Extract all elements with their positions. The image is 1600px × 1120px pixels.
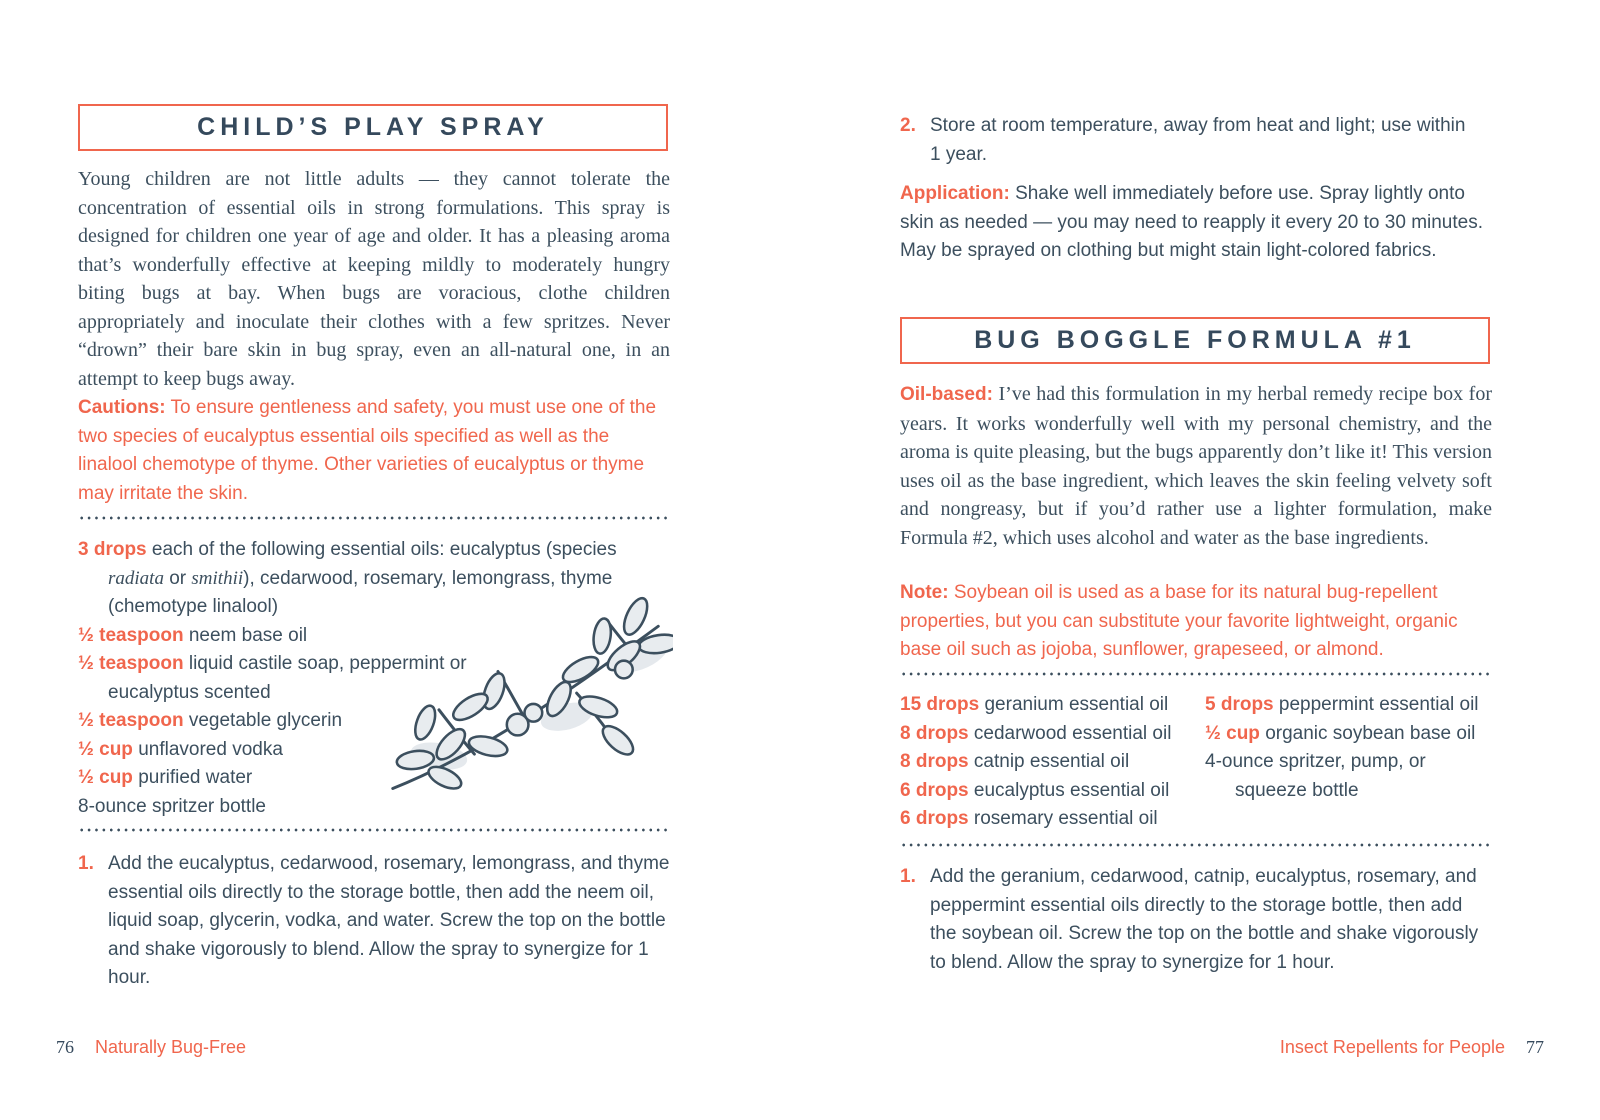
left-footer bbox=[56, 1036, 246, 1058]
species-italic: radiata bbox=[108, 567, 164, 589]
ingredient-list-col1 bbox=[900, 691, 1200, 834]
ingredient-text: 8-ounce spritzer bottle bbox=[78, 795, 266, 817]
page-number: 76 bbox=[56, 1037, 74, 1057]
recipe-title: BUG BOGGLE FORMULA #1 bbox=[974, 326, 1416, 354]
ingredient-text: catnip essential oil bbox=[973, 751, 1130, 772]
step-number: 1. bbox=[900, 866, 916, 887]
note-label: Note: bbox=[900, 582, 949, 603]
page-number: 77 bbox=[1526, 1037, 1544, 1057]
ingredient-text: peppermint essential oil bbox=[1278, 694, 1479, 715]
species-italic: smithii bbox=[191, 567, 244, 589]
running-head: Naturally Bug-Free bbox=[95, 1037, 247, 1057]
ingredient-text: eucalyptus essential oil bbox=[973, 779, 1170, 801]
intro-paragraph: Young children are not little adults — they cannot tolerate the concentration of essential oils in strong formulations. This spray is designed for children one year of age and older. It has a pleasing aroma that’s wonderfully effective at keeping mildly to moderately hungry biting bugs at bay. When bugs are voracious, clothe children appropriately and inoculate their clothes with a few spritzes. Never “drown” their bare skin in bug spray, even an all-natural one, in an attempt to keep bugs away. bbox=[78, 168, 670, 390]
dotted-divider bbox=[78, 828, 668, 832]
cautions-paragraph bbox=[78, 394, 672, 508]
ingredient-item bbox=[900, 720, 1200, 749]
oil-based-paragraph bbox=[900, 380, 1492, 552]
ingredient-text: 4-ounce spritzer, pump, or squeeze bottle bbox=[1205, 751, 1426, 801]
step-text: Add the eucalyptus, cedarwood, rosemary, lemongrass, and thyme essential oils directly to the storage bottle, then add the neem oil, liquid soap, glycerin, vodka, and water. Screw the top on the bottle and shake vigorously to blend. Allow the spray to synergize for 1 hour. bbox=[108, 853, 670, 988]
ingredient-quantity: 15 drops bbox=[900, 694, 980, 715]
ingredient-text: organic soybean base oil bbox=[1265, 722, 1476, 744]
note-paragraph bbox=[900, 579, 1494, 665]
step-number: 2. bbox=[900, 115, 916, 136]
ingredient-quantity: ½ teaspoon bbox=[78, 624, 184, 646]
step-text: Add the geranium, cedarwood, catnip, eucalyptus, rosemary, and peppermint essential oils directly to the storage bottle, then add the soybean oil. Screw the top on the bottle and shake vigorously to blend. Allow the spray to synergize for 1 hour. bbox=[930, 866, 1479, 973]
recipe-title-box bbox=[900, 317, 1490, 364]
ingredient-quantity: 6 drops bbox=[900, 779, 969, 801]
ingredient-text: rosemary essential oil bbox=[973, 808, 1158, 829]
application-paragraph bbox=[900, 180, 1494, 266]
ingredient-item bbox=[1205, 691, 1492, 720]
step-item bbox=[900, 112, 1492, 169]
thyme-sprig-illustration bbox=[378, 596, 673, 804]
ingredient-item bbox=[900, 777, 1200, 806]
cautions-label: Cautions: bbox=[78, 397, 166, 418]
ingredient-text: or bbox=[163, 567, 192, 589]
ingredient-text: purified water bbox=[138, 767, 253, 788]
note-text: Soybean oil is used as a base for its natural bug-repellent properties, but you can substitute your favorite lightweight, organic base oil such as jojoba, sunflower, grapeseed, or almond. bbox=[900, 582, 1458, 660]
step-item bbox=[78, 850, 670, 993]
recipe-title: CHILD’S PLAY SPRAY bbox=[197, 113, 549, 141]
oil-based-label: Oil-based: bbox=[900, 384, 993, 405]
ingredient-text: vegetable glycerin bbox=[188, 710, 343, 731]
ingredient-list-col2 bbox=[1205, 691, 1492, 805]
ingredient-text: unflavored vodka bbox=[138, 738, 283, 760]
application-text: Shake well immediately before use. Spray lightly onto skin as needed — you may need to reapply it every 20 to 30 minutes. May be sprayed on clothing but might stain light-colored fabrics. bbox=[900, 183, 1483, 261]
ingredient-text: geranium essential oil bbox=[984, 694, 1169, 715]
ingredient-item bbox=[1205, 748, 1470, 805]
ingredient-quantity: ½ cup bbox=[1205, 722, 1260, 744]
oil-based-text: I’ve had this formulation in my herbal remedy recipe box for years. It works wonderfully well with my personal chemistry, and the aroma is quite pleasing, but the bugs apparently don’t like it! This version uses oil as the base ingredient, which leaves the skin feeling velvety soft and nongreasy, but if you’d rather use a lighter formulation, make Formula #2, which uses alcohol and water as the base ingredients. bbox=[900, 383, 1492, 549]
ingredient-quantity: ½ teaspoon bbox=[78, 653, 184, 674]
step-text: Store at room temperature, away from heat and light; use within 1 year. bbox=[930, 115, 1466, 165]
ingredient-text: cedarwood essential oil bbox=[973, 722, 1172, 744]
right-footer bbox=[1280, 1036, 1544, 1058]
application-label: Application: bbox=[900, 183, 1010, 204]
ingredient-quantity: 3 drops bbox=[78, 539, 147, 560]
ingredient-quantity: ½ cup bbox=[78, 767, 133, 788]
ingredient-quantity: 8 drops bbox=[900, 751, 969, 772]
ingredient-quantity: ½ cup bbox=[78, 738, 133, 760]
ingredient-quantity: ½ teaspoon bbox=[78, 710, 184, 731]
ingredient-quantity: 5 drops bbox=[1205, 694, 1274, 715]
step-number: 1. bbox=[78, 853, 94, 874]
ingredient-item bbox=[900, 805, 1200, 834]
ingredient-item bbox=[900, 691, 1200, 720]
ingredient-quantity: 6 drops bbox=[900, 808, 969, 829]
ingredient-quantity: 8 drops bbox=[900, 722, 969, 744]
dotted-divider bbox=[900, 672, 1490, 676]
step-item bbox=[900, 863, 1492, 977]
dotted-divider bbox=[900, 843, 1490, 847]
ingredient-text: ), cedarwood, rosemary, lemongrass, thyme (chemotype linalool) bbox=[108, 567, 613, 617]
ingredient-text: liquid castile soap, peppermint or eucalyptus scented bbox=[108, 653, 467, 703]
right-page bbox=[800, 0, 1600, 1120]
cautions-text: To ensure gentleness and safety, you must use one of the two species of eucalyptus essential oils specified as well as the linalool chemotype of thyme. Other varieties of eucalyptus or thyme may irritate the skin. bbox=[78, 397, 657, 504]
recipe-title-box bbox=[78, 104, 668, 151]
ingredient-item bbox=[900, 748, 1200, 777]
dotted-divider bbox=[78, 516, 668, 520]
running-head: Insect Repellents for People bbox=[1279, 1037, 1505, 1057]
ingredient-text: each of the following essential oils: eucalyptus (species bbox=[151, 539, 617, 560]
ingredient-item bbox=[1205, 720, 1492, 749]
ingredient-text: neem base oil bbox=[188, 624, 308, 646]
